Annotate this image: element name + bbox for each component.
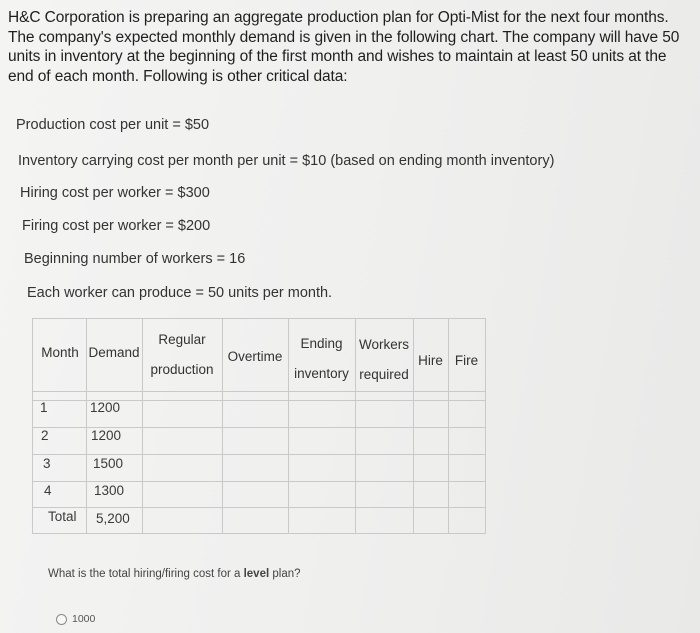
- row-3-demand: 1500: [93, 456, 124, 471]
- question-text: [48, 568, 301, 580]
- worker-capacity-fact: Each worker can produce = 50 units per month.: [27, 285, 333, 301]
- table-row-divider: [32, 481, 486, 482]
- table-col-divider: [142, 318, 143, 534]
- question-suffix: plan?: [269, 568, 301, 580]
- table-row-divider: [32, 454, 486, 455]
- row-4-month: 4: [44, 483, 52, 498]
- total-label: Total: [48, 509, 77, 524]
- header-inventory: inventory: [294, 366, 349, 381]
- total-demand: 5,200: [96, 511, 130, 526]
- row-2-month: 2: [41, 428, 49, 443]
- answer-option-label: 1000: [72, 613, 96, 625]
- beginning-workers-fact: Beginning number of workers = 16: [24, 251, 246, 267]
- production-plan-table: [32, 318, 486, 534]
- table-border-right: [485, 318, 486, 534]
- answer-option-1000[interactable]: [56, 613, 95, 625]
- row-3-month: 3: [43, 456, 51, 471]
- header-month: Month: [41, 345, 79, 360]
- table-border-bottom: [32, 533, 486, 534]
- header-overtime: Overtime: [227, 349, 283, 364]
- hiring-cost-fact: Hiring cost per worker = $300: [20, 185, 210, 201]
- row-4-demand: 1300: [94, 483, 125, 498]
- production-cost-fact: Production cost per unit = $50: [16, 117, 210, 133]
- table-border-left: [32, 318, 33, 534]
- header-ending: Ending: [300, 336, 343, 351]
- header-required: required: [359, 367, 409, 382]
- header-production: production: [150, 362, 214, 377]
- radio-button[interactable]: [56, 614, 67, 625]
- row-1-month: 1: [40, 400, 48, 415]
- firing-cost-fact: Firing cost per worker = $200: [22, 218, 211, 234]
- table-border-top: [32, 318, 486, 319]
- table-row-divider: [32, 507, 486, 508]
- row-2-demand: 1200: [91, 428, 122, 443]
- header-hire: Hire: [418, 353, 443, 368]
- question-emphasis: level: [243, 568, 270, 580]
- problem-intro: H&C Corporation is preparing an aggregate production plan for Opti-Mist for the next four months. The company's expected monthly demand is given in the following chart. The company will have 50 units in inventory at the beginning of the first month and wishes to maintain at least 50 units at the end of each month. Following is other critical data:: [8, 9, 680, 85]
- question-prefix: What is the total hiring/firing cost for a: [48, 568, 244, 580]
- header-demand: Demand: [88, 345, 140, 360]
- header-workers: Workers: [358, 337, 409, 352]
- row-1-demand: 1200: [90, 400, 121, 415]
- table-header-divider: [32, 391, 486, 392]
- header-regular: Regular: [158, 332, 206, 347]
- inventory-cost-fact: Inventory carrying cost per month per unit = $10 (based on ending month inventory): [18, 153, 555, 169]
- header-fire: Fire: [454, 353, 479, 368]
